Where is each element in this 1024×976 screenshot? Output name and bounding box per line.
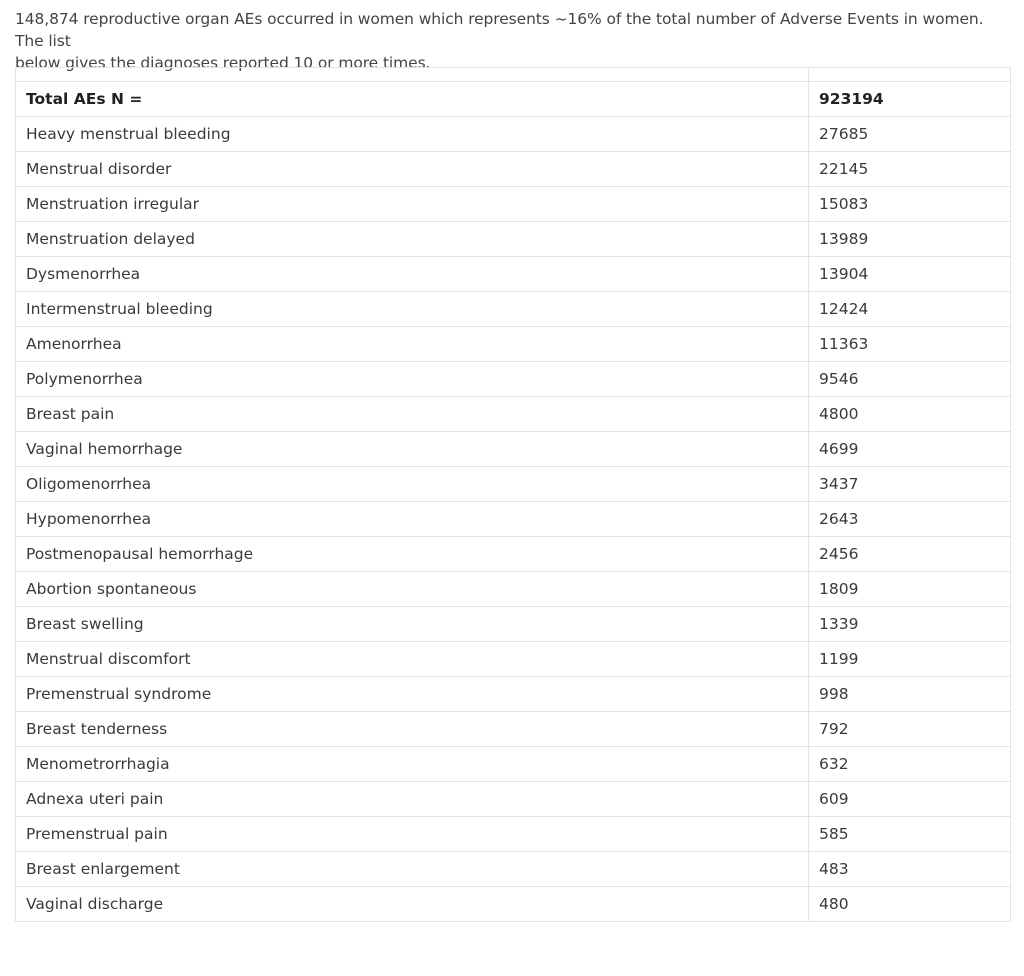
header-value-cell: 923194 (809, 82, 1011, 117)
diagnosis-cell: Breast enlargement (16, 852, 809, 887)
table-row (16, 292, 1011, 327)
count-cell: 22145 (809, 152, 1011, 187)
count-cell: 4800 (809, 397, 1011, 432)
diagnosis-cell: Amenorrhea (16, 327, 809, 362)
count-cell: 2643 (809, 502, 1011, 537)
table-row (16, 747, 1011, 782)
table-row (16, 117, 1011, 152)
header-label-cell: Total AEs N = (16, 82, 809, 117)
count-cell: 13904 (809, 257, 1011, 292)
count-cell: 13989 (809, 222, 1011, 257)
table-spacer-row (16, 68, 1011, 82)
table-row (16, 362, 1011, 397)
diagnosis-cell: Dysmenorrhea (16, 257, 809, 292)
count-cell: 1199 (809, 642, 1011, 677)
spacer-cell (809, 68, 1011, 82)
diagnosis-cell: Breast swelling (16, 607, 809, 642)
table-row (16, 712, 1011, 747)
table-row (16, 572, 1011, 607)
count-cell: 585 (809, 817, 1011, 852)
intro-line-2: below gives the diagnoses reported 10 or more times. (15, 54, 431, 72)
intro-paragraph (15, 8, 1005, 74)
diagnosis-cell: Premenstrual pain (16, 817, 809, 852)
diagnosis-cell: Postmenopausal hemorrhage (16, 537, 809, 572)
count-cell: 11363 (809, 327, 1011, 362)
adverse-events-table (15, 67, 1011, 922)
diagnosis-cell: Menstrual discomfort (16, 642, 809, 677)
table-row (16, 432, 1011, 467)
diagnosis-cell: Polymenorrhea (16, 362, 809, 397)
table-row (16, 187, 1011, 222)
count-cell: 4699 (809, 432, 1011, 467)
diagnosis-cell: Heavy menstrual bleeding (16, 117, 809, 152)
count-cell: 480 (809, 887, 1011, 922)
count-cell: 27685 (809, 117, 1011, 152)
table-row (16, 467, 1011, 502)
diagnosis-cell: Hypomenorrhea (16, 502, 809, 537)
table-header-row (16, 82, 1011, 117)
table-row (16, 152, 1011, 187)
table-row (16, 537, 1011, 572)
count-cell: 15083 (809, 187, 1011, 222)
count-cell: 1339 (809, 607, 1011, 642)
count-cell: 3437 (809, 467, 1011, 502)
table-row (16, 222, 1011, 257)
count-cell: 609 (809, 782, 1011, 817)
count-cell: 9546 (809, 362, 1011, 397)
diagnosis-cell: Menstruation delayed (16, 222, 809, 257)
table-row (16, 257, 1011, 292)
table-row (16, 677, 1011, 712)
diagnosis-cell: Menstruation irregular (16, 187, 809, 222)
diagnosis-cell: Vaginal hemorrhage (16, 432, 809, 467)
table-row (16, 852, 1011, 887)
diagnosis-cell: Premenstrual syndrome (16, 677, 809, 712)
table-row (16, 782, 1011, 817)
table-row (16, 887, 1011, 922)
count-cell: 792 (809, 712, 1011, 747)
diagnosis-cell: Menstrual disorder (16, 152, 809, 187)
table-row (16, 327, 1011, 362)
count-cell: 2456 (809, 537, 1011, 572)
adverse-events-table-container (15, 67, 1010, 922)
diagnosis-cell: Breast pain (16, 397, 809, 432)
diagnosis-cell: Vaginal discharge (16, 887, 809, 922)
count-cell: 12424 (809, 292, 1011, 327)
table-row (16, 397, 1011, 432)
intro-line-1: 148,874 reproductive organ AEs occurred in women which represents ~16% of the total number of Adverse Events in women. The list (15, 10, 984, 50)
diagnosis-cell: Menometrorrhagia (16, 747, 809, 782)
count-cell: 632 (809, 747, 1011, 782)
diagnosis-cell: Adnexa uteri pain (16, 782, 809, 817)
diagnosis-cell: Intermenstrual bleeding (16, 292, 809, 327)
table-row (16, 642, 1011, 677)
table-row (16, 502, 1011, 537)
diagnosis-cell: Breast tenderness (16, 712, 809, 747)
count-cell: 483 (809, 852, 1011, 887)
count-cell: 998 (809, 677, 1011, 712)
spacer-cell (16, 68, 809, 82)
diagnosis-cell: Abortion spontaneous (16, 572, 809, 607)
table-row (16, 607, 1011, 642)
diagnosis-cell: Oligomenorrhea (16, 467, 809, 502)
table-row (16, 817, 1011, 852)
count-cell: 1809 (809, 572, 1011, 607)
